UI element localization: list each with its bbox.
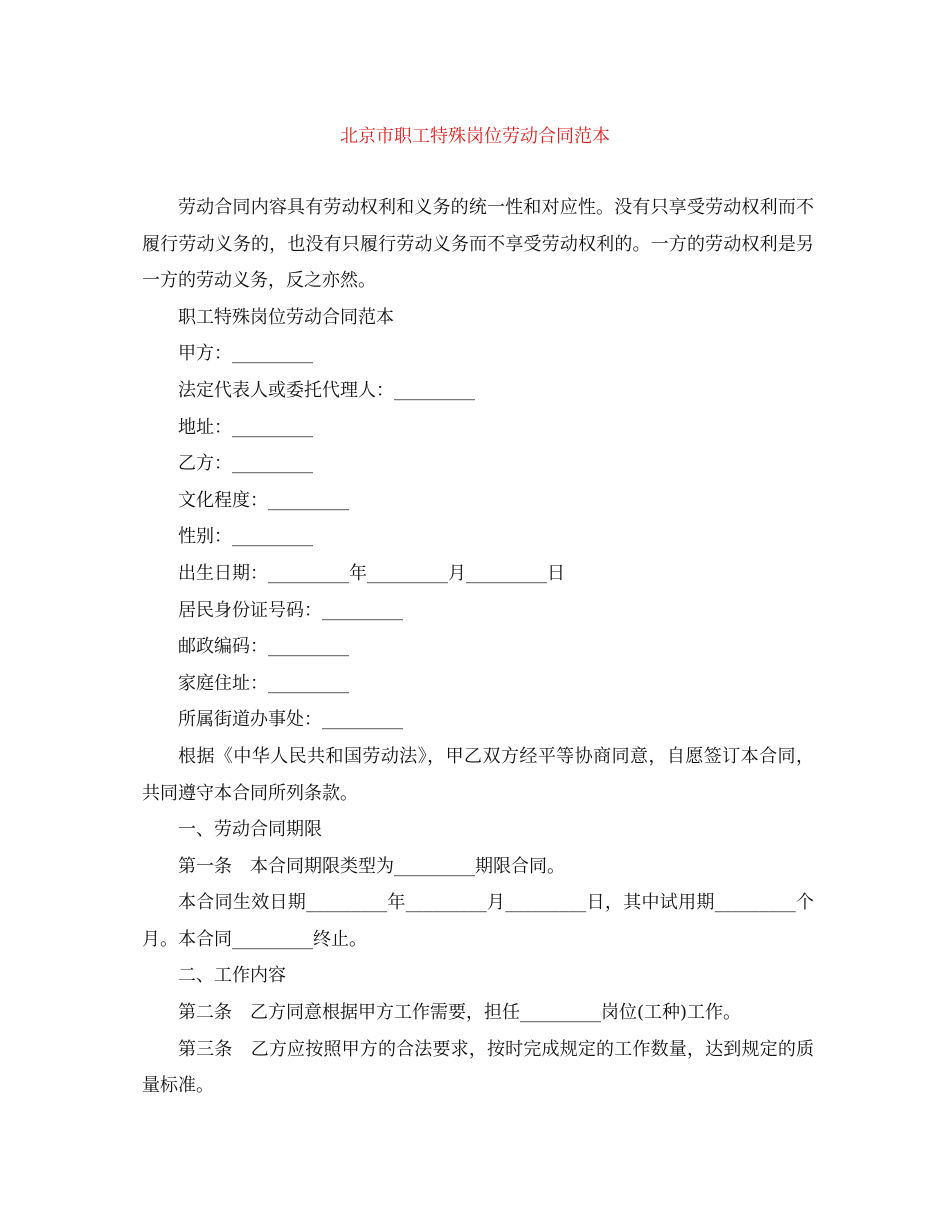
education-field: 文化程度：_________ bbox=[178, 489, 349, 511]
section-heading-work: 二、工作内容 bbox=[178, 965, 286, 987]
document-body bbox=[142, 190, 814, 1105]
party-b-field: 乙方：_________ bbox=[178, 453, 313, 475]
gender-field: 性别：_________ bbox=[178, 526, 313, 548]
contract-subtitle: 职工特殊岗位劳动合同范本 bbox=[178, 306, 394, 328]
id-number-field: 居民身份证号码：_________ bbox=[178, 599, 403, 621]
section-heading-term: 一、劳动合同期限 bbox=[178, 819, 322, 841]
street-office-field: 所属街道办事处：_________ bbox=[178, 709, 403, 731]
party-a-field: 甲方：_________ bbox=[178, 343, 313, 365]
postal-code-field: 邮政编码：_________ bbox=[178, 636, 349, 658]
address-field: 地址：_________ bbox=[178, 416, 313, 438]
intro-paragraph: 劳动合同内容具有劳动权利和义务的统一性和对应性。没有只享受劳动权利而不履行劳动义务的，也没有只履行劳动义务而不享受劳动权利的。一方的劳动权利是另一方的劳动义务，反之亦然。 bbox=[142, 197, 814, 292]
article-1: 第一条 本合同期限类型为_________期限合同。 bbox=[178, 855, 565, 877]
legal-basis-paragraph: 根据《中华人民共和国劳动法》，甲乙双方经平等协商同意，自愿签订本合同，共同遵守本合同所列条款。 bbox=[142, 745, 814, 804]
home-address-field: 家庭住址：_________ bbox=[178, 672, 349, 694]
article-3: 第三条 乙方应按照甲方的合法要求，按时完成规定的工作数量，达到规定的质量标准。 bbox=[142, 1038, 814, 1097]
birth-date-field: 出生日期：_________年_________月_________日 bbox=[178, 562, 565, 584]
legal-representative-field: 法定代表人或委托代理人：_________ bbox=[178, 379, 475, 401]
article-2: 第二条 乙方同意根据甲方工作需要，担任_________岗位(工种)工作。 bbox=[178, 1002, 742, 1024]
effective-date-paragraph: 本合同生效日期_________年_________月_________日，其中试用期_________个月。本合同_________终止。 bbox=[142, 892, 814, 950]
document-title: 北京市职工特殊岗位劳动合同范本 bbox=[340, 126, 610, 147]
